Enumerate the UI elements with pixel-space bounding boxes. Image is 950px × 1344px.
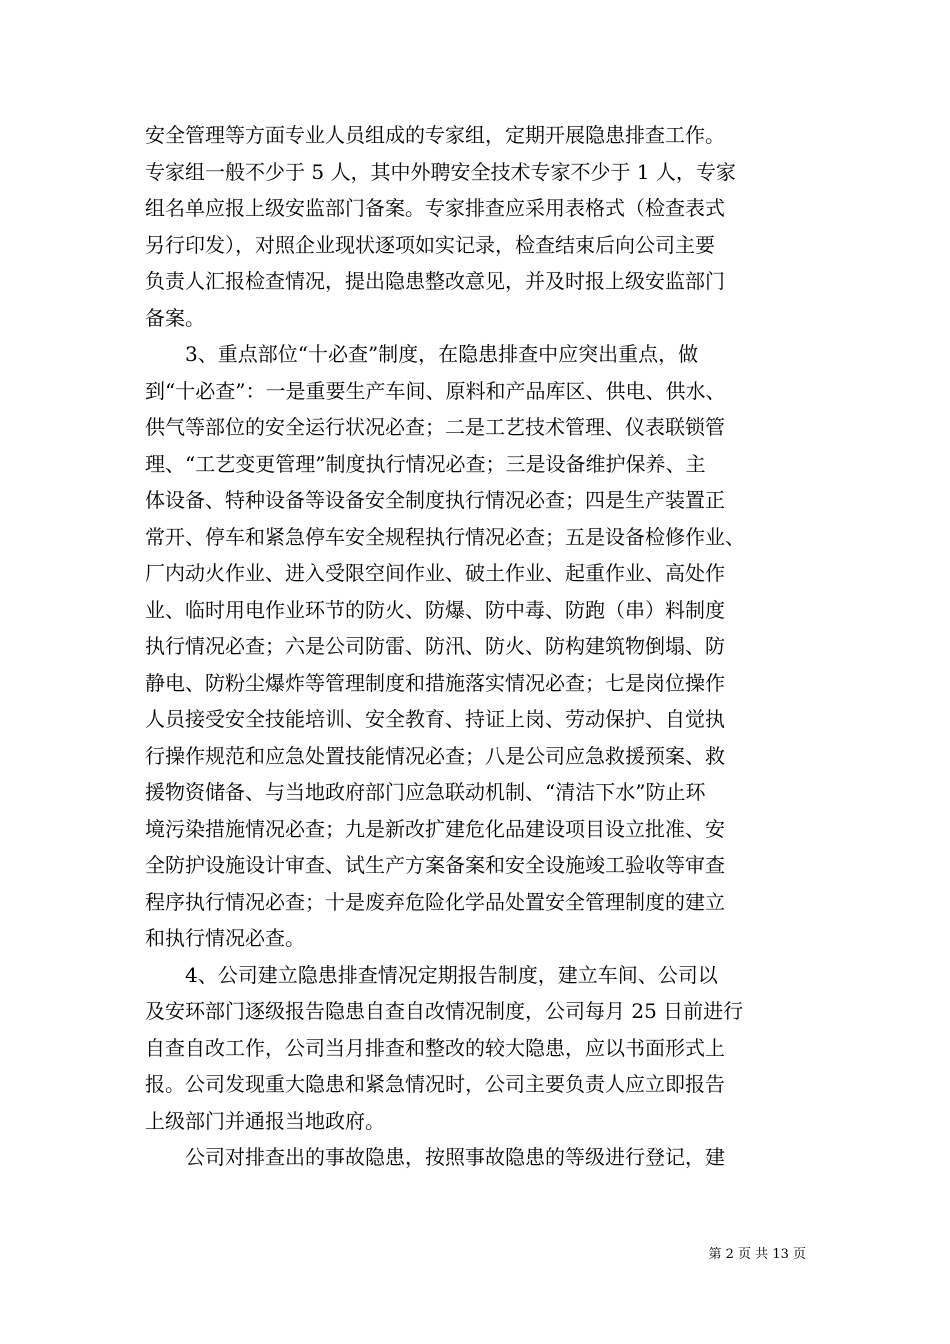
- text-line: 执行情况必查；六是公司防雷、防汛、防火、防构建筑物倒塌、防: [145, 634, 725, 658]
- text-line: 供气等部位的安全运行状况必查；二是工艺技术管理、仪表联锁管: [145, 415, 725, 439]
- text-line: 报。公司发现重大隐患和紧急情况时，公司主要负责人应立即报告: [145, 1072, 725, 1096]
- text-line: 及安环部门逐级报告隐患自查自改情况制度，公司每月 25 日前进行: [145, 999, 744, 1023]
- text-line: 厂内动火作业、进入受限空间作业、破土作业、起重作业、高处作: [145, 561, 725, 585]
- text-line: 负责人汇报检查情况，提出隐患整改意见，并及时报上级安监部门: [145, 269, 725, 293]
- text-line: 另行印发），对照企业现状逐项如实记录，检查结束后向公司主要: [145, 232, 715, 257]
- text-line: 程序执行情况必查；十是废弃危险化学品处置安全管理制度的建立: [145, 889, 725, 914]
- text-line: 上级部门并通报当地政府。: [145, 1108, 385, 1133]
- text-line: 理、“工艺变更管理”制度执行情况必查；三是设备维护保养、主: [145, 451, 706, 476]
- page-number-footer: 第 2 页 共 13 页: [708, 1247, 806, 1262]
- text-line: 备案。: [145, 305, 205, 330]
- text-line: 全防护设施设计审查、试生产方案备案和安全设施竣工验收等审查: [145, 853, 725, 877]
- text-line: 境污染措施情况必查；九是新改扩建危化品建设项目设立批准、安: [145, 816, 725, 841]
- text-line: 援物资储备、与当地政府部门应急联动机制、“清洁下水”防止环: [145, 780, 706, 804]
- text-line: 安全管理等方面专业人员组成的专家组，定期开展隐患排查工作。: [145, 123, 725, 147]
- text-line: 人员接受安全技能培训、安全教育、持证上岗、劳动保护、自觉执: [145, 707, 725, 731]
- text-line: 和执行情况必查。: [145, 926, 305, 950]
- text-line: 行操作规范和应急处置技能情况必查；八是公司应急救援预案、救: [145, 743, 725, 768]
- body-text: [145, 117, 813, 1176]
- text-line: 4、公司建立隐患排查情况定期报告制度，建立车间、公司以: [145, 962, 718, 987]
- text-line: 静电、防粉尘爆炸等管理制度和措施落实情况必查；七是岗位操作: [145, 670, 725, 695]
- text-line: 自查自改工作，公司当月排查和整改的较大隐患，应以书面形式上: [145, 1035, 725, 1060]
- text-line: 到“十必查”：一是重要生产车间、原料和产品库区、供电、供水、: [145, 378, 726, 403]
- text-line: 常开、停车和紧急停车安全规程执行情况必查；五是设备检修作业、: [145, 524, 745, 549]
- text-line: 专家组一般不少于 5 人，其中外聘安全技术专家不少于 1 人，专家: [145, 159, 736, 184]
- text-line: 3、重点部位“十必查”制度，在隐患排查中应突出重点，做: [145, 342, 699, 366]
- text-line: 体设备、特种设备等设备安全制度执行情况必查；四是生产装置正: [145, 488, 725, 512]
- text-line: 业、临时用电作业环节的防火、防爆、防中毒、防跑（串）料制度: [145, 597, 725, 622]
- text-line: 公司对排查出的事故隐患，按照事故隐患的等级进行登记，建: [145, 1145, 725, 1169]
- text-line: 组名单应报上级安监部门备案。专家排查应采用表格式（检查表式: [145, 196, 725, 220]
